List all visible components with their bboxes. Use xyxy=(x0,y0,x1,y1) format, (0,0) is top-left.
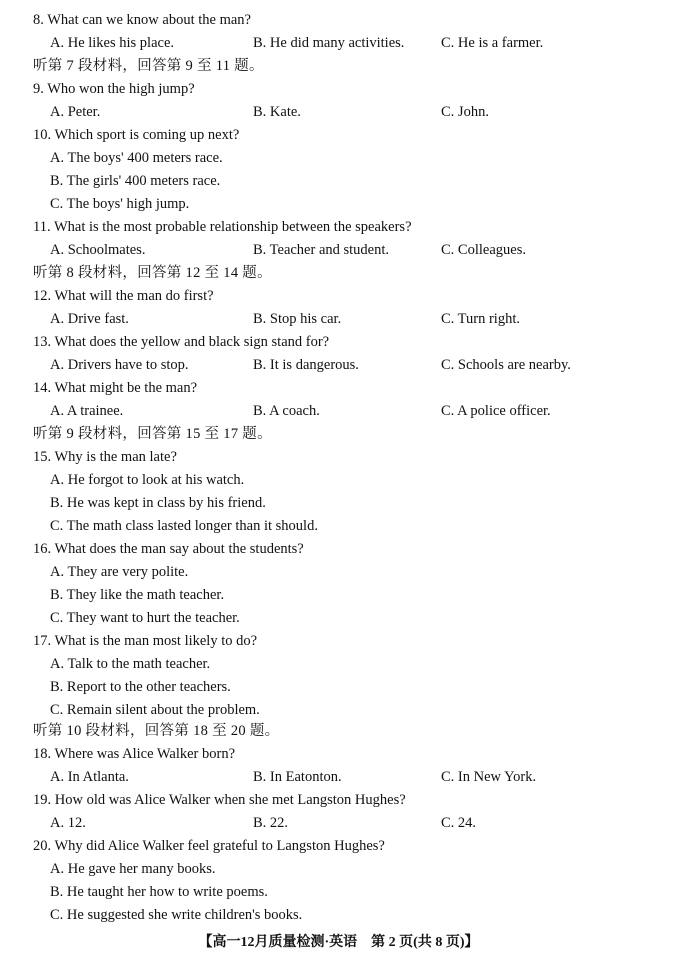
option-c: C. He is a farmer. xyxy=(441,35,544,51)
footer-title: 【高一12月质量检测·英语 xyxy=(198,935,358,950)
option-b: B. He taught her how to write poems. xyxy=(50,884,268,900)
option-a: A. They are very polite. xyxy=(50,564,189,580)
question-stem: 15. Why is the man late? xyxy=(33,449,177,465)
option-c: C. He suggested she write children's books. xyxy=(50,907,303,923)
section-instruction: 听第 9 段材料，回答第 15 至 17 题。 xyxy=(33,426,272,442)
question-stem: 16. What does the man say about the students? xyxy=(33,541,304,557)
option-c: C. In New York. xyxy=(441,769,537,785)
question-stem: 20. Why did Alice Walker feel grateful to Langston Hughes? xyxy=(33,838,385,854)
question-stem: 14. What might be the man? xyxy=(33,380,198,396)
option-a: A. He likes his place. xyxy=(50,35,175,51)
question-stem: 13. What does the yellow and black sign stand for? xyxy=(33,334,330,350)
option-b: B. A coach. xyxy=(253,403,320,419)
option-c: C. They want to hurt the teacher. xyxy=(50,610,240,626)
option-b: B. Stop his car. xyxy=(253,311,342,327)
question-stem: 10. Which sport is coming up next? xyxy=(33,127,240,143)
option-c: C. 24. xyxy=(441,815,477,831)
question-stem: 18. Where was Alice Walker born? xyxy=(33,746,236,762)
option-a: A. Drive fast. xyxy=(50,311,129,327)
option-a: A. In Atlanta. xyxy=(50,769,129,785)
option-a: A. He gave her many books. xyxy=(50,861,216,877)
option-b: B. He was kept in class by his friend. xyxy=(50,495,266,511)
question-stem: 17. What is the man most likely to do? xyxy=(33,633,258,649)
option-a: A. The boys' 400 meters race. xyxy=(50,150,223,166)
option-a: A. Peter. xyxy=(50,104,101,120)
option-a: A. Talk to the math teacher. xyxy=(50,656,211,672)
option-c: C. A police officer. xyxy=(441,403,551,419)
question-stem: 19. How old was Alice Walker when she met Langston Hughes? xyxy=(33,792,406,808)
page-footer xyxy=(0,934,677,952)
section-instruction: 听第 10 段材料，回答第 18 至 20 题。 xyxy=(33,723,280,739)
option-b: B. He did many activities. xyxy=(253,35,405,51)
option-a: A. A trainee. xyxy=(50,403,124,419)
section-instruction: 听第 7 段材料，回答第 9 至 11 题。 xyxy=(33,58,264,74)
option-c: C. Schools are nearby. xyxy=(441,357,571,373)
option-c: C. Turn right. xyxy=(441,311,520,327)
question-stem: 8. What can we know about the man? xyxy=(33,12,251,28)
option-c: C. Colleagues. xyxy=(441,242,526,258)
option-b: B. They like the math teacher. xyxy=(50,587,225,603)
option-c: C. The boys' high jump. xyxy=(50,196,190,212)
option-a: A. Schoolmates. xyxy=(50,242,146,258)
question-stem: 12. What will the man do first? xyxy=(33,288,214,304)
question-stem: 9. Who won the high jump? xyxy=(33,81,195,97)
option-b: B. Teacher and student. xyxy=(253,242,390,258)
option-c: C. John. xyxy=(441,104,489,120)
option-a: A. 12. xyxy=(50,815,86,831)
option-b: B. In Eatonton. xyxy=(253,769,342,785)
option-b: B. The girls' 400 meters race. xyxy=(50,173,221,189)
option-c: C. The math class lasted longer than it should. xyxy=(50,518,318,534)
option-c: C. Remain silent about the problem. xyxy=(50,702,260,718)
footer-page-number: 第 2 页(共 8 页)】 xyxy=(371,935,479,950)
option-a: A. He forgot to look at his watch. xyxy=(50,472,245,488)
option-b: B. Report to the other teachers. xyxy=(50,679,231,695)
option-a: A. Drivers have to stop. xyxy=(50,357,189,373)
section-instruction: 听第 8 段材料，回答第 12 至 14 题。 xyxy=(33,265,272,281)
option-b: B. It is dangerous. xyxy=(253,357,359,373)
option-b: B. Kate. xyxy=(253,104,301,120)
question-stem: 11. What is the most probable relationship between the speakers? xyxy=(33,219,412,235)
option-b: B. 22. xyxy=(253,815,289,831)
